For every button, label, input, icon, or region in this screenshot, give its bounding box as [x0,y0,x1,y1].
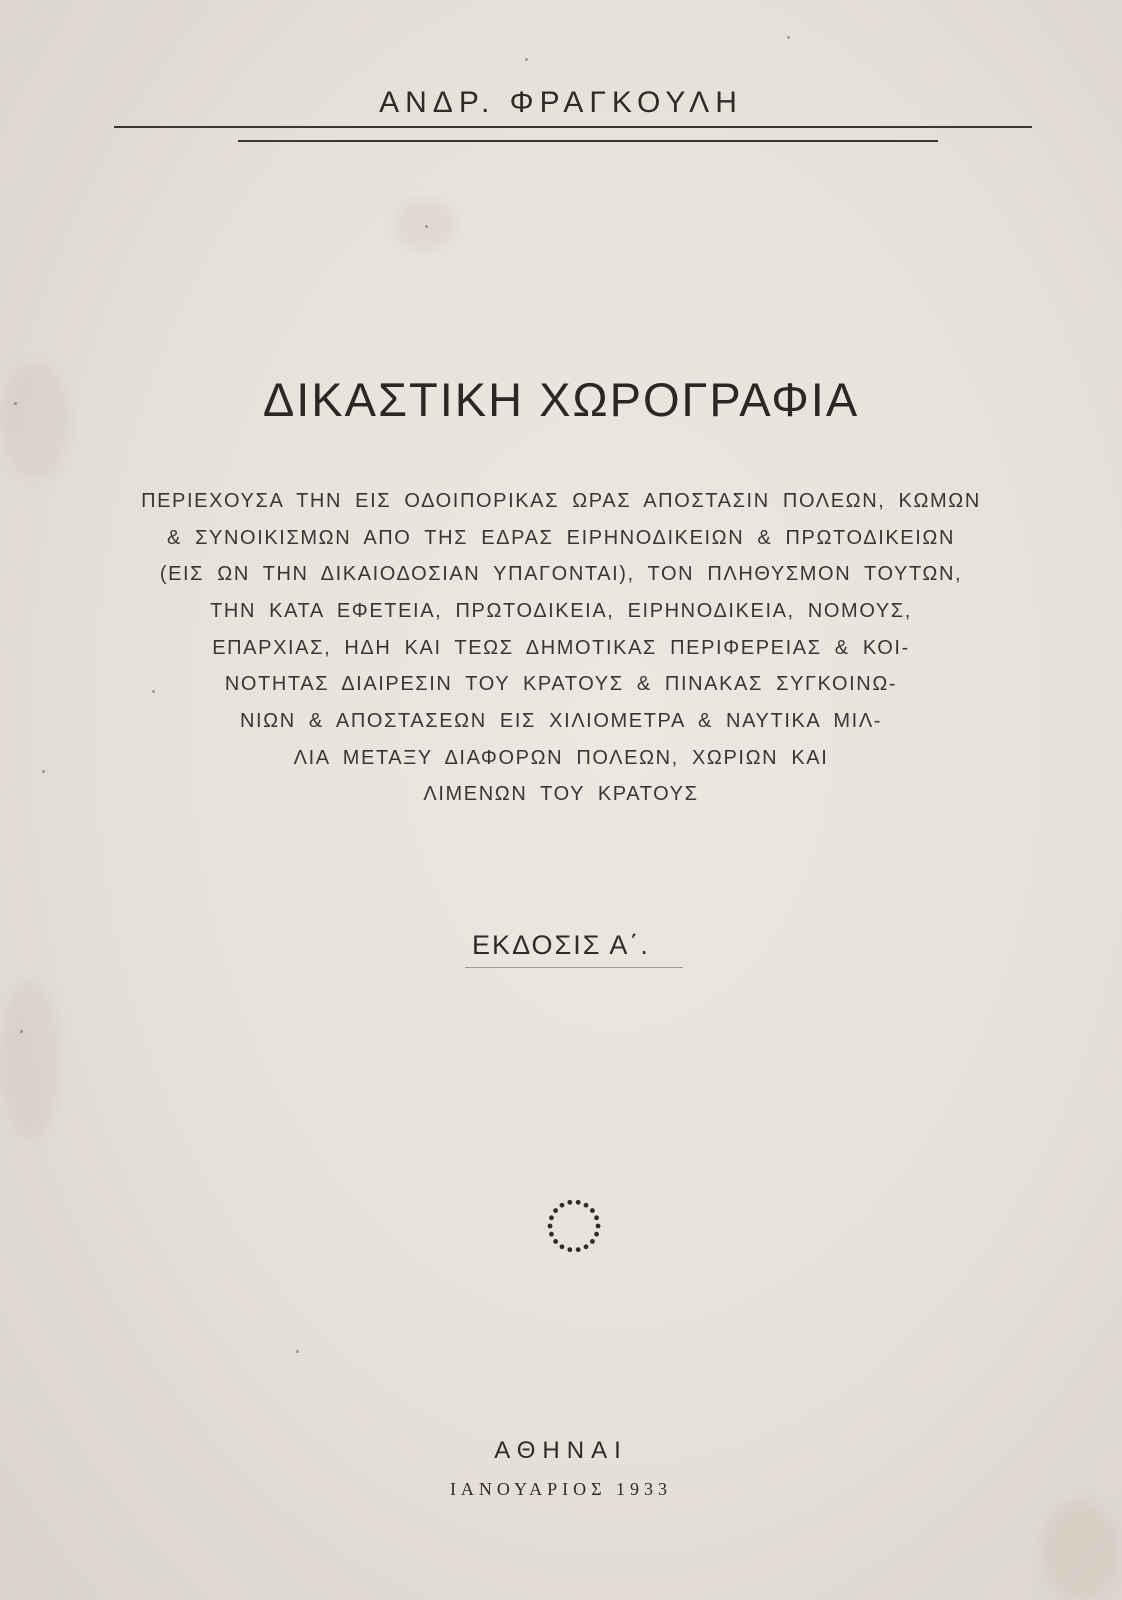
description-line: & ΣΥΝΟΙΚΙΣΜΩΝ ΑΠΟ ΤΗΣ ΕΔΡΑΣ ΕΙΡΗΝΟΔΙΚΕΙΩΝ & ΠΡΩΤΟΔΙΚΕΙΩΝ [167,527,955,549]
paper-speck [296,1350,299,1353]
ornament-dot [553,1208,558,1213]
book-title: ΔΙΚΑΣΤΙΚΗ ΧΩΡΟΓΡΑΦΙΑ [262,373,860,426]
ornament-dot [560,1244,565,1249]
double-rule-top [114,126,1032,128]
description-line: ΛΙΑ ΜΕΤΑΞΥ ΔΙΑΦΟΡΩΝ ΠΟΛΕΩΝ, ΧΩΡΙΩΝ ΚΑΙ [293,747,829,769]
description-line: ΤΗΝ ΚΑΤΑ ΕΦΕΤΕΙΑ, ΠΡΩΤΟΔΙΚΕΙΑ, ΕΙΡΗΝΟΔΙΚΕΙΑ, ΝΟΜΟΥΣ, [210,600,912,622]
paper-speck [42,770,45,773]
edition-label: ΕΚΔΟΣΙΣ Α΄. [472,930,650,960]
publication-date: ΙΑΝΟΥΑΡΙΟΣ 1933 [449,1479,673,1499]
edition-underline [465,967,683,968]
description-line: (ΕΙΣ ΩΝ ΤΗΝ ΔΙΚΑΙΟΔΟΣΙΑΝ ΥΠΑΓΟΝΤΑΙ), ΤΟΝ ΠΛΗΘΥΣΜΟΝ ΤΟΥΤΩΝ, [159,563,963,585]
paper-stain [1040,1500,1120,1600]
ornament-dot [548,1224,553,1229]
paper-speck [425,225,428,228]
ornament-dot [560,1203,565,1208]
author-name: ΑΝΔΡ. ΦΡΑΓΚΟΥΛΗ [379,86,743,119]
description-line: ΠΕΡΙΕΧΟΥΣΑ ΤΗΝ ΕΙΣ ΟΔΟΙΠΟΡΙΚΑΣ ΩΡΑΣ ΑΠΟΣΤΑΣΙΝ ΠΟΛΕΩΝ, ΚΩΜΩΝ [141,490,981,512]
dotted-circle-ornament-icon [544,1196,604,1256]
description-line: ΕΠΑΡΧΙΑΣ, ΗΔΗ ΚΑΙ ΤΕΩΣ ΔΗΜΟΤΙΚΑΣ ΠΕΡΙΦΕΡΕΙΑΣ & ΚΟΙ- [212,637,910,659]
ornament-dot [553,1239,558,1244]
double-rule-bottom [238,140,938,142]
ornament-dot [590,1208,595,1213]
description-line: ΝΙΩΝ & ΑΠΟΣΤΑΣΕΩΝ ΕΙΣ ΧΙΛΙΟΜΕΤΡΑ & ΝΑΥΤΙΚΑ ΜΙΛ- [239,710,883,732]
paper-speck [787,36,790,39]
ornament-dot [567,1247,572,1252]
paper-speck [20,1030,23,1033]
ornament-dot [594,1232,599,1237]
ornament-dot [567,1200,572,1205]
ornament-dot [549,1215,554,1220]
ornament-dot [576,1200,581,1205]
ornament-dot [590,1239,595,1244]
paper-speck [525,58,528,61]
ornament-dot [584,1203,589,1208]
ornament-dot [596,1224,601,1229]
description-line: ΛΙΜΕΝΩΝ ΤΟΥ ΚΡΑΤΟΥΣ [423,783,699,805]
paper-stain [0,980,60,1140]
ornament-dot [584,1244,589,1249]
ornament-dot [549,1232,554,1237]
ornament-dot [576,1247,581,1252]
ornament-dot [594,1215,599,1220]
publication-place: ΑΘΗΝΑΙ [494,1437,628,1464]
description-line: ΝΟΤΗΤΑΣ ΔΙΑΙΡΕΣΙΝ ΤΟΥ ΚΡΑΤΟΥΣ & ΠΙΝΑΚΑΣ ΣΥΓΚΟΙΝΩ- [224,673,898,695]
